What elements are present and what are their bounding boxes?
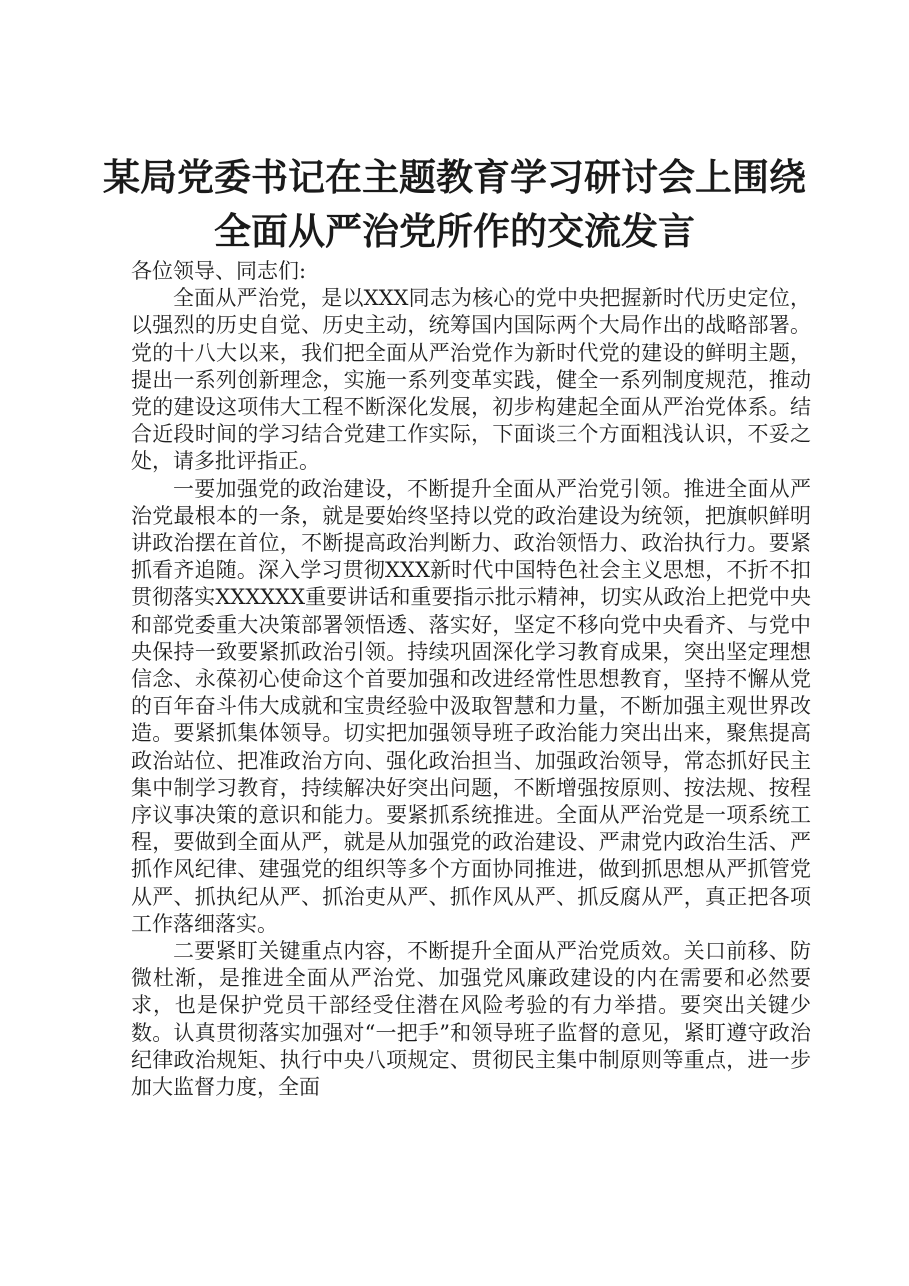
paragraph-key-focus: 二要紧盯关键重点内容，不断提升全面从严治党质效。关口前移、防微杜渐，是推进全面从严治党、加强党风廉政建设的内在需要和必然要求，也是保护党员干部经受住潜在风险考验的有力举措。要突出关键少数。认真贯彻落实加强对“一把手”和领导班子监督的意见，紧盯遵守政治纪律政治规矩、执行中央八项规定、贯彻民主集中制原则等重点，进一步加大监督力度，全面: [131, 939, 811, 1100]
greeting: 各位领导、同志们:: [131, 259, 307, 283]
document-title: 某局党委书记在主题教育学习研讨会上围绕全面从严治党所作的交流发言: [103, 155, 806, 253]
paragraph-political-building: 一要加强党的政治建设，不断提升全面从严治党引领。推进全面从严治党最根本的一条，就是要始终坚持以党的政治建设为统领，把旗帜鲜明讲政治摆在首位，不断提高政治判断力、政治领悟力、政治执行力。要紧抓看齐追随。深入学习贯彻XXX新时代中国特色社会主义思想，不折不扣贯彻落实XXXXXX重要讲话和重要指示批示精神，切实从政治上把党中央和部党委重大决策部署领悟透、落实好，坚定不移向党中央看齐、与党中央保持一致要紧抓政治引领。持续巩固深化学习教育成果，突出坚定理想信念、永葆初心使命这个首要加强和改进经常性思想教育，坚持不懈从党的百年奋斗伟大成就和宝贵经验中汲取智慧和力量，不断加强主观世界改造。要紧抓集体领导。切实把加强领导班子政治能力突出出来，聚焦提高政治站位、把准政治方向、强化政治担当、加强政治领导，常态抓好民主集中制学习教育，持续解决好突出问题，不断增强按原则、按法规、按程序议事决策的意识和能力。要紧抓系统推进。全面从严治党是一项系统工程，要做到全面从严，就是从加强党的政治建设、严肃党内政治生活、严抓作风纪律、建强党的组织等多个方面协同推进，做到抓思想从严抓管党从严、抓执纪从严、抓治吏从严、抓作风从严、抓反腐从严，真正把各项工作落细落实。: [131, 476, 811, 936]
document-body: [131, 258, 811, 1101]
paragraph-intro: 全面从严治党，是以XXX同志为核心的党中央把握新时代历史定位，以强烈的历史自觉、历史主动，统筹国内国际两个大局作出的战略部署。党的十八大以来，我们把全面从严治党作为新时代党的建设的鲜明主题，提出一系列创新理念，实施一系列变革实践，健全一系列制度规范，推动党的建设这项伟大工程不断深化发展，初步构建起全面从严治党体系。结合近段时间的学习结合党建工作实际，下面谈三个方面粗浅认识，不妥之处，请多批评指正。: [131, 286, 811, 474]
